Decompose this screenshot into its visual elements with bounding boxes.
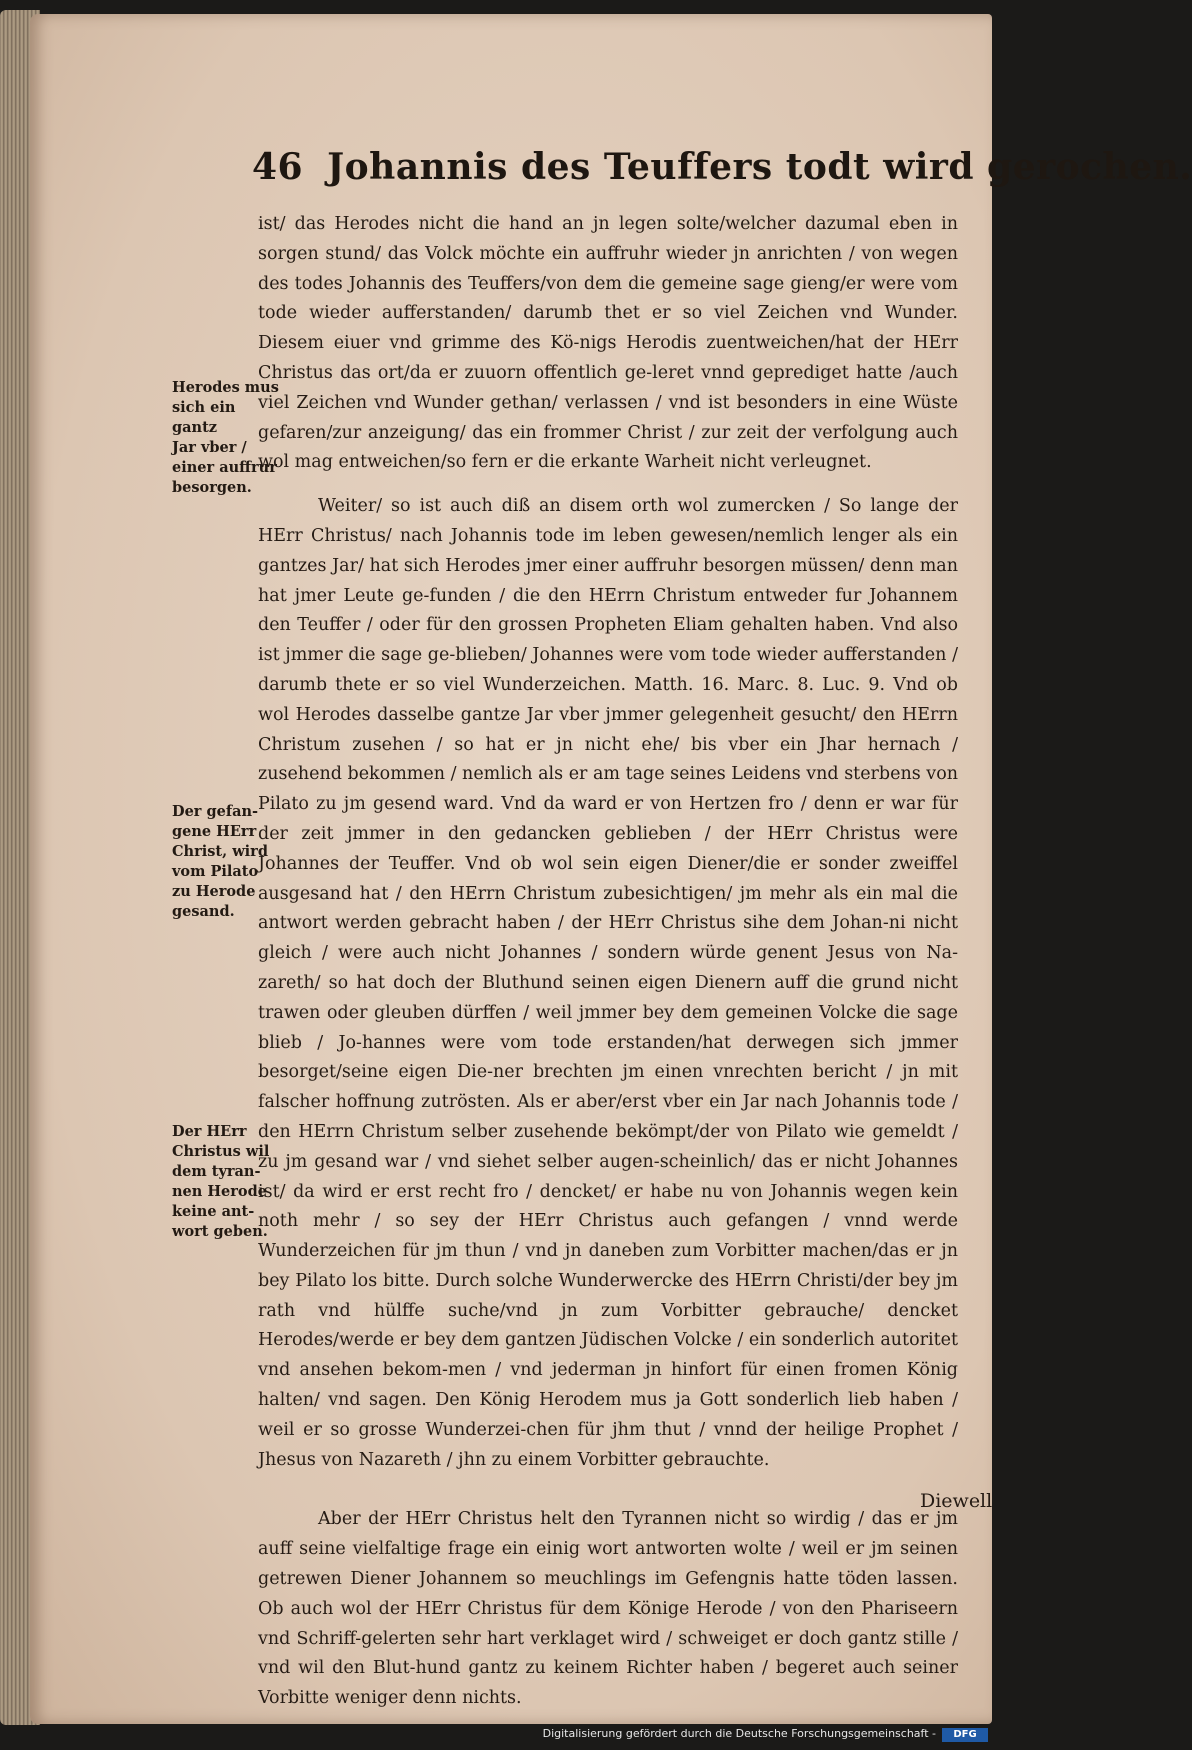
body-text [258, 210, 958, 1714]
running-head: Johannis des Teuffers todt wird gerochen. [327, 146, 1192, 188]
margin-note-3: Der HErr Christus wil dem tyran- nen Herode keine ant- wort geben. [172, 1123, 270, 1240]
paragraph-2: Weiter/ so ist auch diß an disem orth wol zumercken / So lange der HErr Christus/ nach Johannis tode im leben gewesen/nemlich lenger als ein gantzes Jar/ hat sich Herodes jmer einer auffruhr besorgen müssen/ denn man hat jmer Leute ge-funden / die den HErrn Christum entweder fur Johannem den Teuffer / oder für den grossen Propheten Eliam gehalten haben. Vnd also ist jmmer die sage ge-blieben/ Johannes were vom tode wieder aufferstanden / darumb thete er so viel Wunderzeichen. Matth. 16. Marc. 8. Luc. 9. Vnd ob wol Herodes dasselbe gantze Jar vber jmmer gelegenheit gesucht/ den HErrn Christum zusehen / so hat er jn nicht ehe/ bis vber ein Jhar hernach / zusehend bekommen / nemlich als er am tage seines Leidens vnd sterbens von Pilato zu jm gesend ward. Vnd da ward er von Hertzen fro / denn er war für der zeit jmmer in den gedancken geblieben / der HErr Christus were Johannes der Teuffer. Vnd ob wol sein eigen Diener/die er sonder zweiffel ausgesand hat / den HErrn Christum zubesichtigen/ jm mehr als ein mal die antwort werden gebracht haben / der HErr Christus sihe dem Johan-ni nicht gleich / were auch nicht Johannes / sondern würde genent Jesus von Na-zareth/ so hat doch der Bluthund seinen eigen Dienern auff die grund nicht trawen oder gleuben dürffen / weil jmmer bey dem gemeinen Volcke die sage blieb / Jo-hannes were vom tode erstanden/hat derwegen sich jmmer besorget/seine eigen Die-ner brechten jm einen vnrechten bericht / jn mit falscher hoffnung zutrösten. Als er aber/erst vber ein Jar nach Johannis tode / den HErrn Christum selber zusehende bekömpt/der von Pilato wie gemeldt / zu jm gesand war / vnd siehet selber augen-scheinlich/ das er nicht Johannes ist/ da wird er erst recht fro / dencket/ er habe nu von Johannis wegen kein noth mehr / so sey der HErr Christus auch gefangen / vnnd werde Wunderzeichen für jm thun / vnd jn daneben zum Vorbitter machen/das er jn bey Pilato los bitte. Durch solche Wunderwercke des HErrn Christi/der bey jm rath vnd hülffe suche/vnd jn zum Vorbitter gebrauche/ dencket Herodes/werde er bey dem gantzen Jüdischen Volcke / ein sonderlich autoritet vnd ansehen bekom-men / vnd jederman jn hinfort für einen fromen König halten/ vnd sagen. Den König Herodem mus ja Gott sonderlich lieb haben / weil er so grosse Wunderzei-chen für jhm thut / vnnd der heilige Prophet / Jhesus von Nazareth / jhn zu einem Vorbitter gebrauchte. [258, 496, 958, 1470]
page-header [252, 146, 1192, 206]
margin-note-2: Der gefan- gene HErr Christ, wird vom Pilato zu Herode gesand. [172, 803, 268, 920]
catchword: Diewell [920, 1490, 993, 1512]
paragraph-1: ist/ das Herodes nicht die hand an jn legen solte/welcher dazumal eben in sorgen stund/ das Volck möchte ein auffruhr wieder jn anrichten / von wegen des todes Johannis des Teuffers/von dem die gemeine sage gieng/er were vom tode wieder aufferstanden/ darumb thet er so viel Zeichen vnd Wunder. Diesem eiuer vnd grimme des Kö-nigs Herodis zuentweichen/hat der HErr Christus das ort/da er zuuorn offentlich ge-leret vnnd geprediget hatte /auch viel Zeichen vnd Wunder gethan/ verlassen / vnd ist besonders in eine Wüste gefaren/zur anzeigung/ das ein frommer Christ / zur zeit der verfolgung auch wol mag entweichen/so fern er die erkante Warheit nicht verleugnet. [258, 214, 958, 473]
paragraph-3: Aber der HErr Christus helt den Tyrannen nicht so wirdig / das er jm auff seine vielfaltige frage ein einig wort antworten wolte / weil er jm seinen getrewen Diener Johannem so meuchlings im Gefengnis hatte töden lassen. Ob auch wol der HErr Christus für dem Könige Herode / von den Phariseern vnd Schriff-gelerten sehr hart verklaget wird / schweiget er doch gantz stille / vnd wil den Blut-hund gantz zu keinem Richter haben / begeret auch seiner Vorbitte weniger denn nichts. [258, 1509, 958, 1709]
margin-note-1: Herodes mus sich ein gantz Jar vber / einer auffrur besorgen. [172, 379, 279, 496]
dfg-logo: DFG [942, 1728, 988, 1742]
page-number: 46 [252, 146, 304, 188]
footer-credit: Digitalisierung gefördert durch die Deutsche Forschungsgemeinschaft - [542, 1727, 936, 1740]
book-page [30, 14, 1192, 1724]
